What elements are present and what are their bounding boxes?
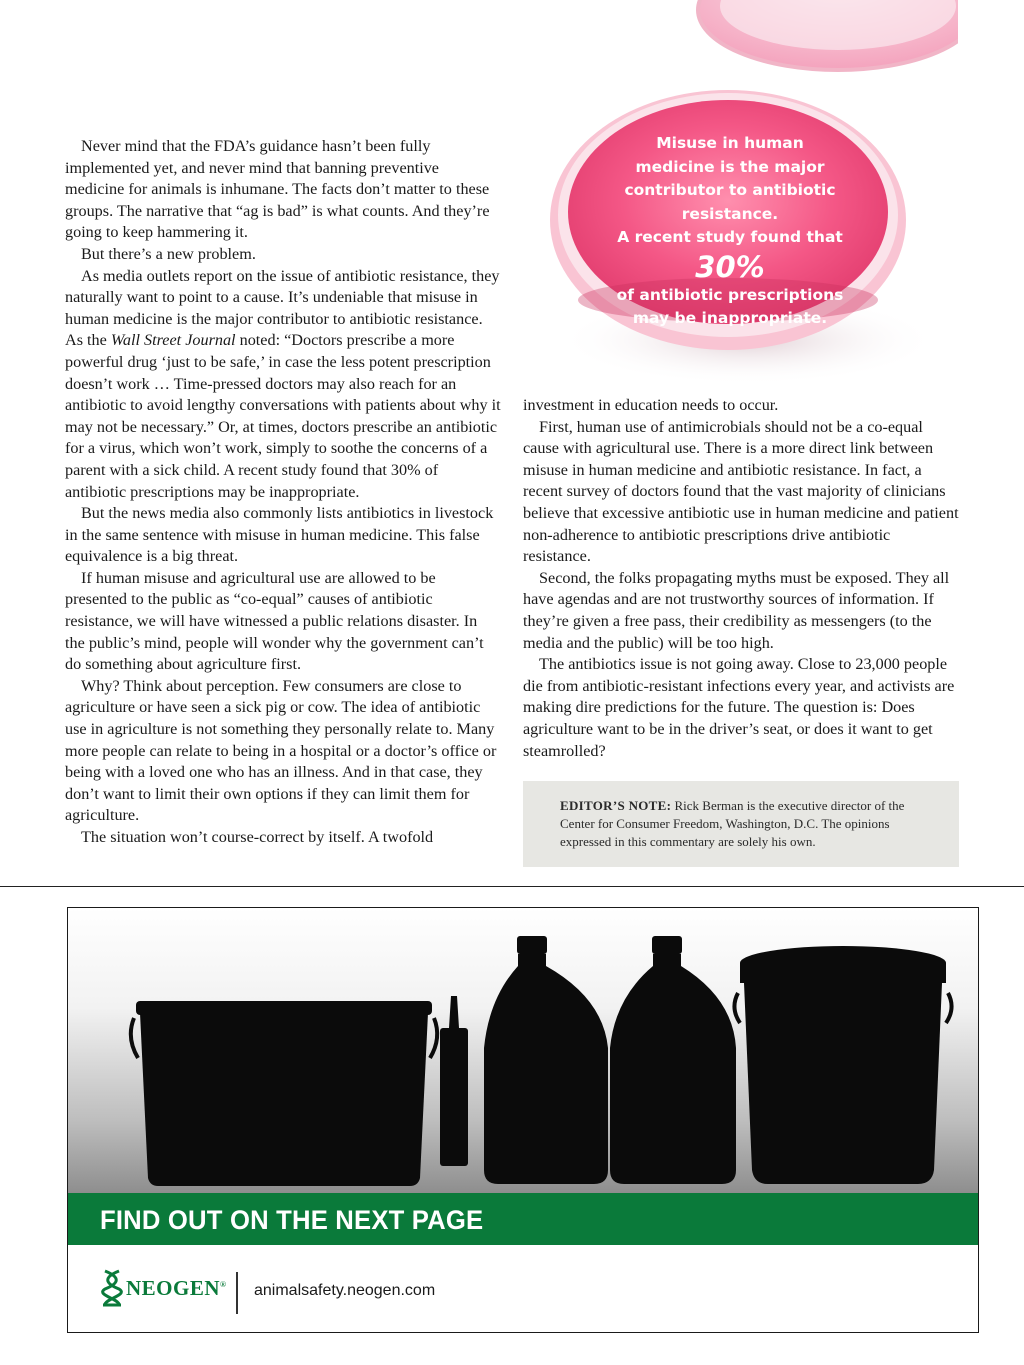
bucket-silhouette [734, 946, 951, 1184]
callout-line: contributor to antibiotic resistance. [624, 181, 836, 223]
ad-url-link[interactable]: animalsafety.neogen.com [254, 1282, 436, 1299]
paragraph: But there’s a new problem. [81, 244, 256, 263]
editors-note-label: EDITOR’S NOTE: [560, 798, 672, 813]
brand-name-text: NEOGEN [126, 1276, 221, 1300]
tube-silhouette [440, 996, 468, 1166]
product-silhouettes [68, 908, 978, 1193]
paragraph: First, human use of antimicrobials should not be a co-equal cause with agricultural use. There is a more direct link between misuse in human medicine and antibiotic resistance. In fact, a recent survey of doctors found that the vast majority of clinicians believe that excessive antibiotic use in human medicine and patient non-adherence to antibiotic prescriptions drive antibiotic resistance. [523, 417, 959, 566]
editors-note-text [560, 797, 920, 851]
quote-text: noted: “Doctors prescribe a more powerful drug ‘just to be safe,’ in case the less potent prescription doesn’t work … Time-pressed doctors may also reach for an antibiotic to avoid lengthy conversations with patients about why it may not be necessary.” Or, at times, doctors prescribe an antibiotic for a virus, which won’t work, simply to soothe the concerns of a parent with a sick child. A recent study found that 30% of antibiotic prescriptions may be inappropriate. [65, 331, 501, 501]
neogen-advertisement[interactable] [67, 907, 979, 1333]
paragraph: But the news media also commonly lists antibiotics in livestock in the same sentence with misuse in human medicine. This false equivalence is a big threat. [65, 504, 494, 566]
paragraph: Second, the folks propagating myths must be exposed. They all have agendas and are not trustworthy sources of information. If they’re given a free pass, their credibility as messengers (to the media and the public) will be too high. [523, 568, 950, 652]
ad-headline: FIND OUT ON THE NEXT PAGE [100, 1205, 484, 1235]
paragraph-text: As media outlets report on the issue of antibiotic resistance, they naturally want to point to a cause. It’s undeniable that misuse in human medicine is the major contributor to antibiotic resistance. As the [65, 266, 500, 350]
callout-line: medicine is the major [635, 157, 825, 176]
paragraph: If human misuse and agricultural use are allowed to be presented to the public as “co-equal” causes of antibiotic resistance, we will have witnessed a public relations disaster. In the public’s mind, people will wonder why the government can’t do something about agriculture first. [65, 568, 484, 674]
paragraph: Why? Think about perception. Few consumers are close to agriculture or have seen a sick pig or cow. The idea of antibiotic use in agriculture is not something they personally relate to. Many more people can relate to being in a hospital or a doctor’s office or being with a loved one who has an illness. And in that case, they don’t want to limit their own options if they can limit them for agriculture. [65, 676, 497, 825]
editors-note-box [523, 781, 959, 867]
paragraph: investment in education needs to occur. [523, 396, 779, 414]
pull-quote-callout [580, 132, 880, 331]
callout-stat: 30% [695, 249, 765, 284]
callout-line: of antibiotic prescriptions [616, 285, 844, 304]
page-divider [0, 886, 1024, 887]
callout-line: A recent study found that [617, 228, 843, 246]
callout-line: Misuse in human [656, 134, 804, 152]
dna-icon [100, 1269, 124, 1307]
article-left-column [65, 136, 501, 849]
article-right-column [523, 395, 960, 762]
paragraph: Never mind that the FDA’s guidance hasn’t been fully implemented yet, and never mind that banning preventive medicine for animals is inhumane. The facts don’t matter to these groups. The narrative that “ag is bad” is what counts. And they’re going to keep hammering it. [65, 137, 490, 242]
pail-silhouette [131, 1001, 437, 1186]
brand-name [126, 1276, 227, 1301]
callout-line: may be inappropriate. [632, 309, 828, 327]
ad-headline-band [68, 1193, 978, 1245]
registered-mark: ® [220, 1280, 227, 1289]
jug-silhouette [484, 936, 608, 1184]
editors-note-body: Rick Berman is the executive director of the Center for Consumer Freedom, Washington, D.C. The opinions expressed in this commentary are solely his own. [560, 798, 905, 849]
logo-divider [236, 1272, 238, 1314]
publication-name: Wall Street Journal [110, 331, 236, 350]
paragraph: The antibiotics issue is not going away. Close to 23,000 people die from antibiotic-resistant infections every year, and activists are making dire predictions for the future. The question is: Does agriculture want to be in the driver’s seat, or does it want to get steamrolled? [523, 655, 955, 760]
paragraph: The situation won’t course-correct by itself. A twofold [81, 828, 434, 846]
paragraph [65, 266, 501, 504]
jug-silhouette [610, 936, 736, 1184]
